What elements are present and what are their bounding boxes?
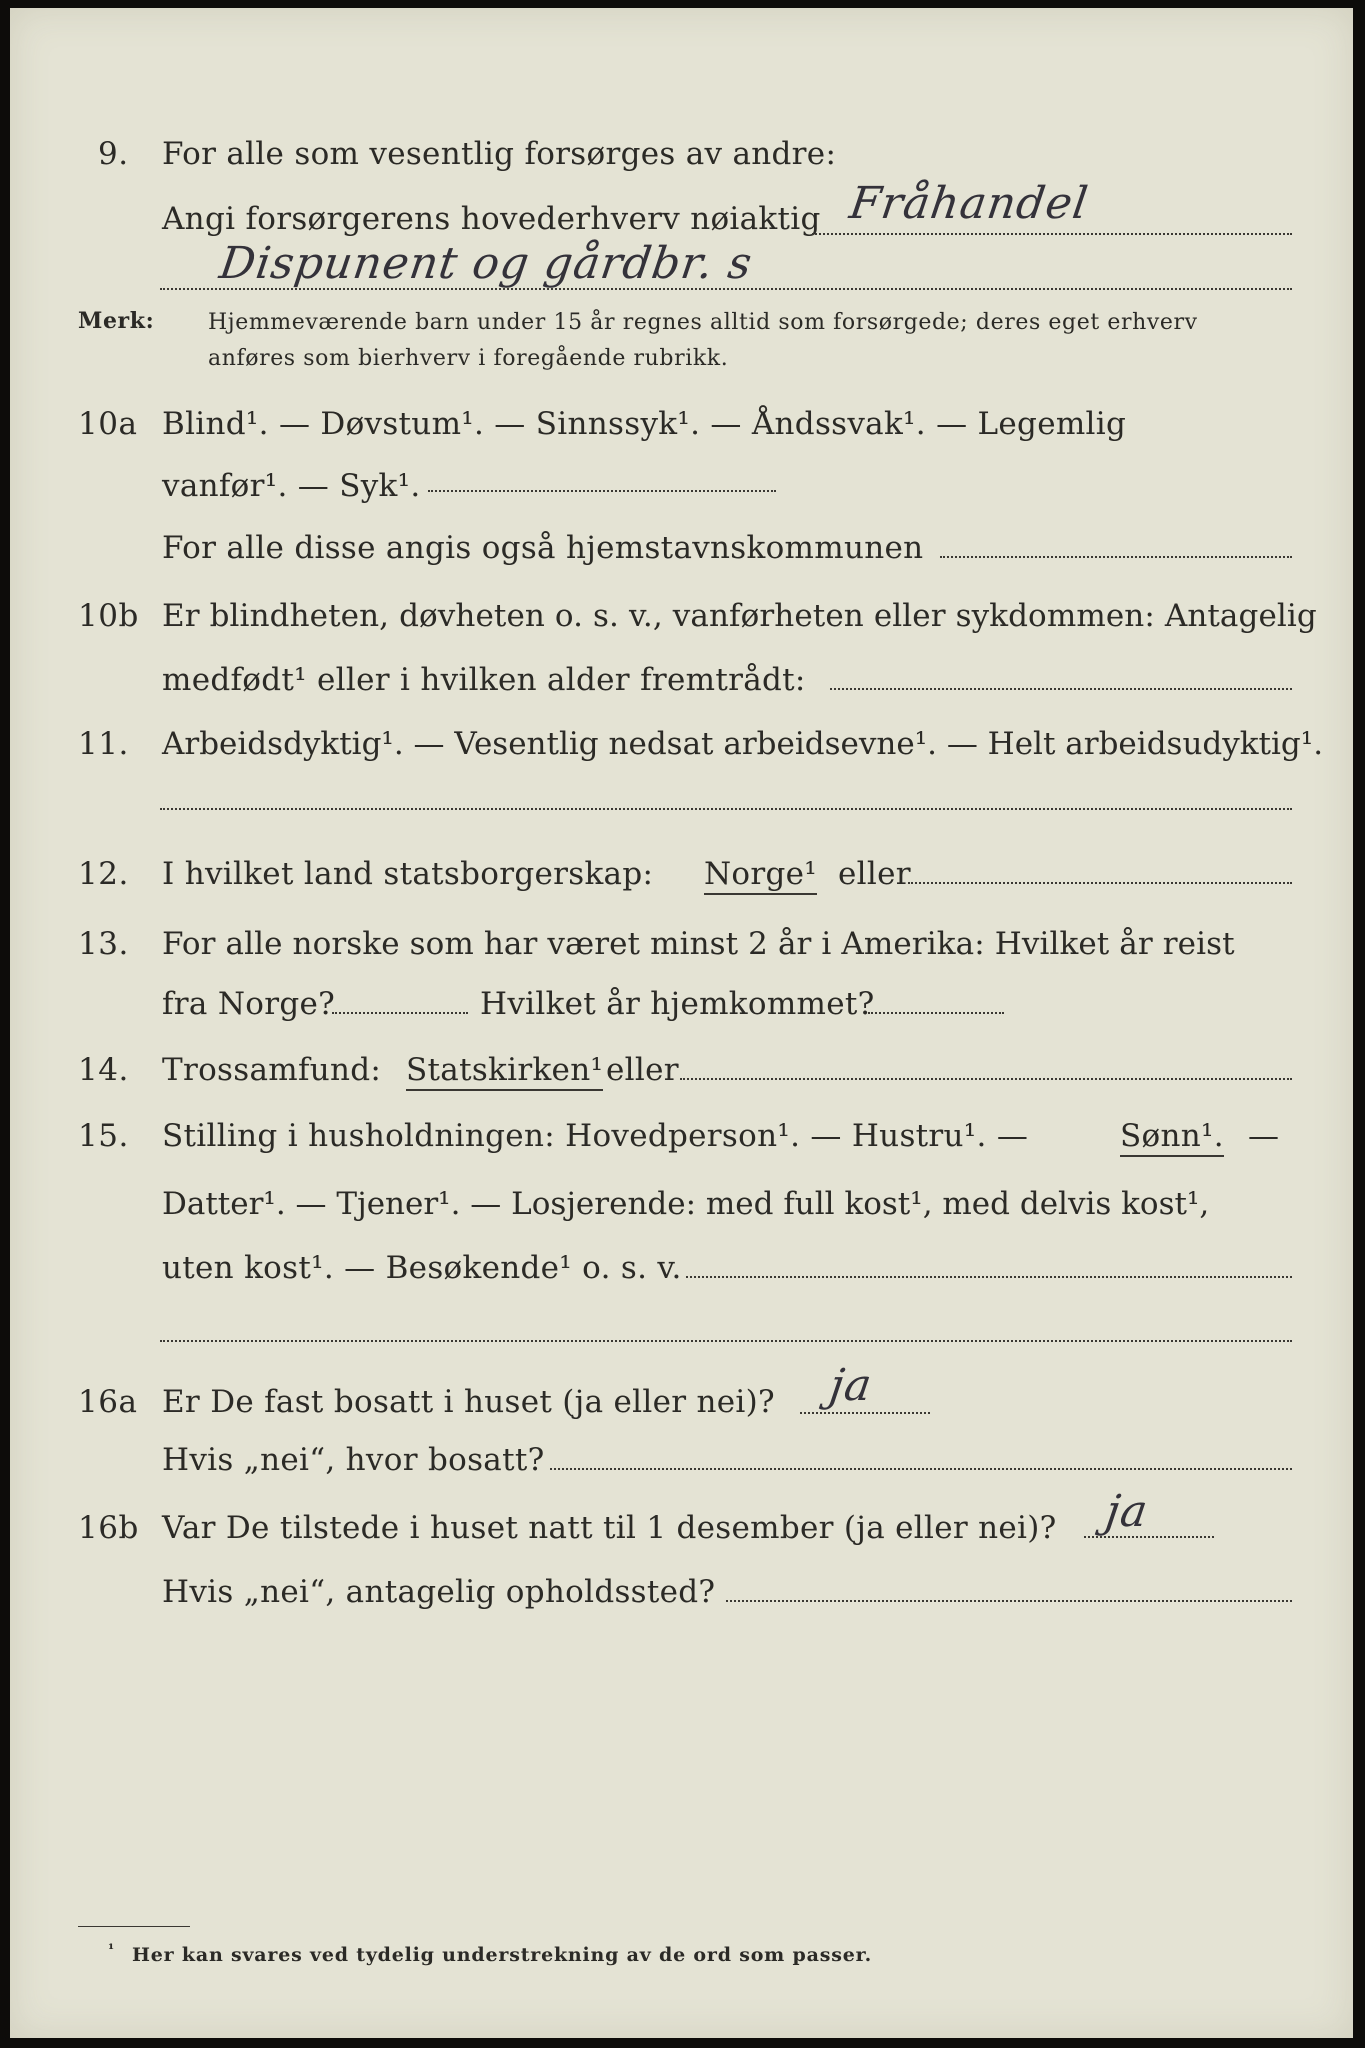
question-number: 10b	[78, 598, 139, 634]
answer-line	[680, 1078, 1292, 1080]
question-text: Stilling i husholdningen: Hovedperson¹. — Hustru¹. —	[162, 1118, 1029, 1154]
question-text: For alle disse angis også hjemstavnskommunen	[162, 530, 924, 566]
footnote-text: Her kan svares ved tydelig understrekning av de ord som passer.	[132, 1944, 873, 1966]
question-text: For alle norske som har været minst 2 år i Amerika: Hvilket år reist	[162, 926, 1235, 962]
answer-line	[428, 490, 776, 492]
question-text: Hvis „nei“, antagelig opholdssted?	[162, 1574, 716, 1610]
footnote-rule	[78, 1926, 190, 1927]
note-text: Hjemmeværende barn under 15 år regnes alltid som forsørgede; deres eget erhverv	[208, 310, 1198, 335]
underlined-choice: Statskirken¹	[406, 1052, 603, 1091]
question-text: fra Norge?	[162, 986, 336, 1022]
question-text: Blind¹. — Døvstum¹. — Sinnssyk¹. — Åndssvak¹. — Legemlig	[162, 406, 1127, 442]
question-number: 10a	[78, 406, 138, 442]
handwritten-answer: ja	[826, 1360, 876, 1411]
question-text: Arbeidsdyktig¹. — Vesentlig nedsat arbeidsevne¹. — Helt arbeidsudyktig¹.	[162, 726, 1324, 762]
question-text: Er De fast bosatt i huset (ja eller nei)?	[162, 1384, 775, 1420]
answer-line	[812, 233, 1292, 235]
question-number: 13.	[78, 926, 129, 962]
underlined-choice: Sønn¹.	[1120, 1118, 1224, 1157]
question-text: Var De tilstede i huset natt til 1 desember (ja eller nei)?	[162, 1510, 1057, 1546]
question-text: I hvilket land statsborgerskap:	[162, 856, 654, 892]
note-label: Merk:	[78, 308, 155, 334]
question-number: 16b	[78, 1510, 139, 1546]
answer-line	[160, 808, 1292, 810]
question-number: 9.	[98, 136, 129, 172]
handwritten-answer: ja	[1102, 1486, 1152, 1537]
question-number: 11.	[78, 726, 129, 762]
underlined-choice: Norge¹	[704, 856, 817, 895]
answer-line	[550, 1468, 1292, 1470]
handwritten-answer: Fråhandel	[846, 178, 1092, 229]
answer-line	[160, 1340, 1292, 1342]
answer-line	[908, 882, 1292, 884]
answer-line	[940, 556, 1292, 558]
question-text: —	[1248, 1118, 1280, 1154]
answer-line	[830, 688, 1292, 690]
question-text: vanfør¹. — Syk¹.	[162, 468, 421, 504]
handwritten-answer: Dispunent og gårdbr. s	[216, 238, 756, 289]
question-text: uten kost¹. — Besøkende¹ o. s. v.	[162, 1250, 682, 1286]
census-form-page	[10, 8, 1353, 2038]
question-text: medfødt¹ eller i hvilken alder fremtrådt:	[162, 662, 806, 698]
question-text: Er blindheten, døvheten o. s. v., vanførheten eller sykdommen: Antagelig	[162, 598, 1317, 634]
question-text: Trossamfund:	[162, 1052, 382, 1088]
question-text: Hvis „nei“, hvor bosatt?	[162, 1442, 545, 1478]
answer-line	[332, 1012, 468, 1014]
answer-line	[800, 1412, 930, 1414]
question-number: 16a	[78, 1384, 138, 1420]
answer-line	[868, 1012, 1004, 1014]
question-text: Angi forsørgerens hovederhverv nøiaktig	[162, 201, 821, 237]
answer-line	[726, 1600, 1292, 1602]
question-text: eller	[606, 1052, 679, 1088]
question-number: 15.	[78, 1118, 129, 1154]
question-text: Hvilket år hjemkommet?	[480, 986, 875, 1022]
footnote-mark: ¹	[108, 1942, 115, 1958]
question-text: For alle som vesentlig forsørges av andre:	[162, 136, 837, 172]
question-text: Datter¹. — Tjener¹. — Losjerende: med full kost¹, med delvis kost¹,	[162, 1186, 1210, 1222]
note-text: anføres som bierhverv i foregående rubrikk.	[208, 346, 729, 371]
question-text: eller	[838, 856, 911, 892]
question-number: 12.	[78, 856, 129, 892]
answer-line	[686, 1276, 1292, 1278]
question-number: 14.	[78, 1052, 129, 1088]
